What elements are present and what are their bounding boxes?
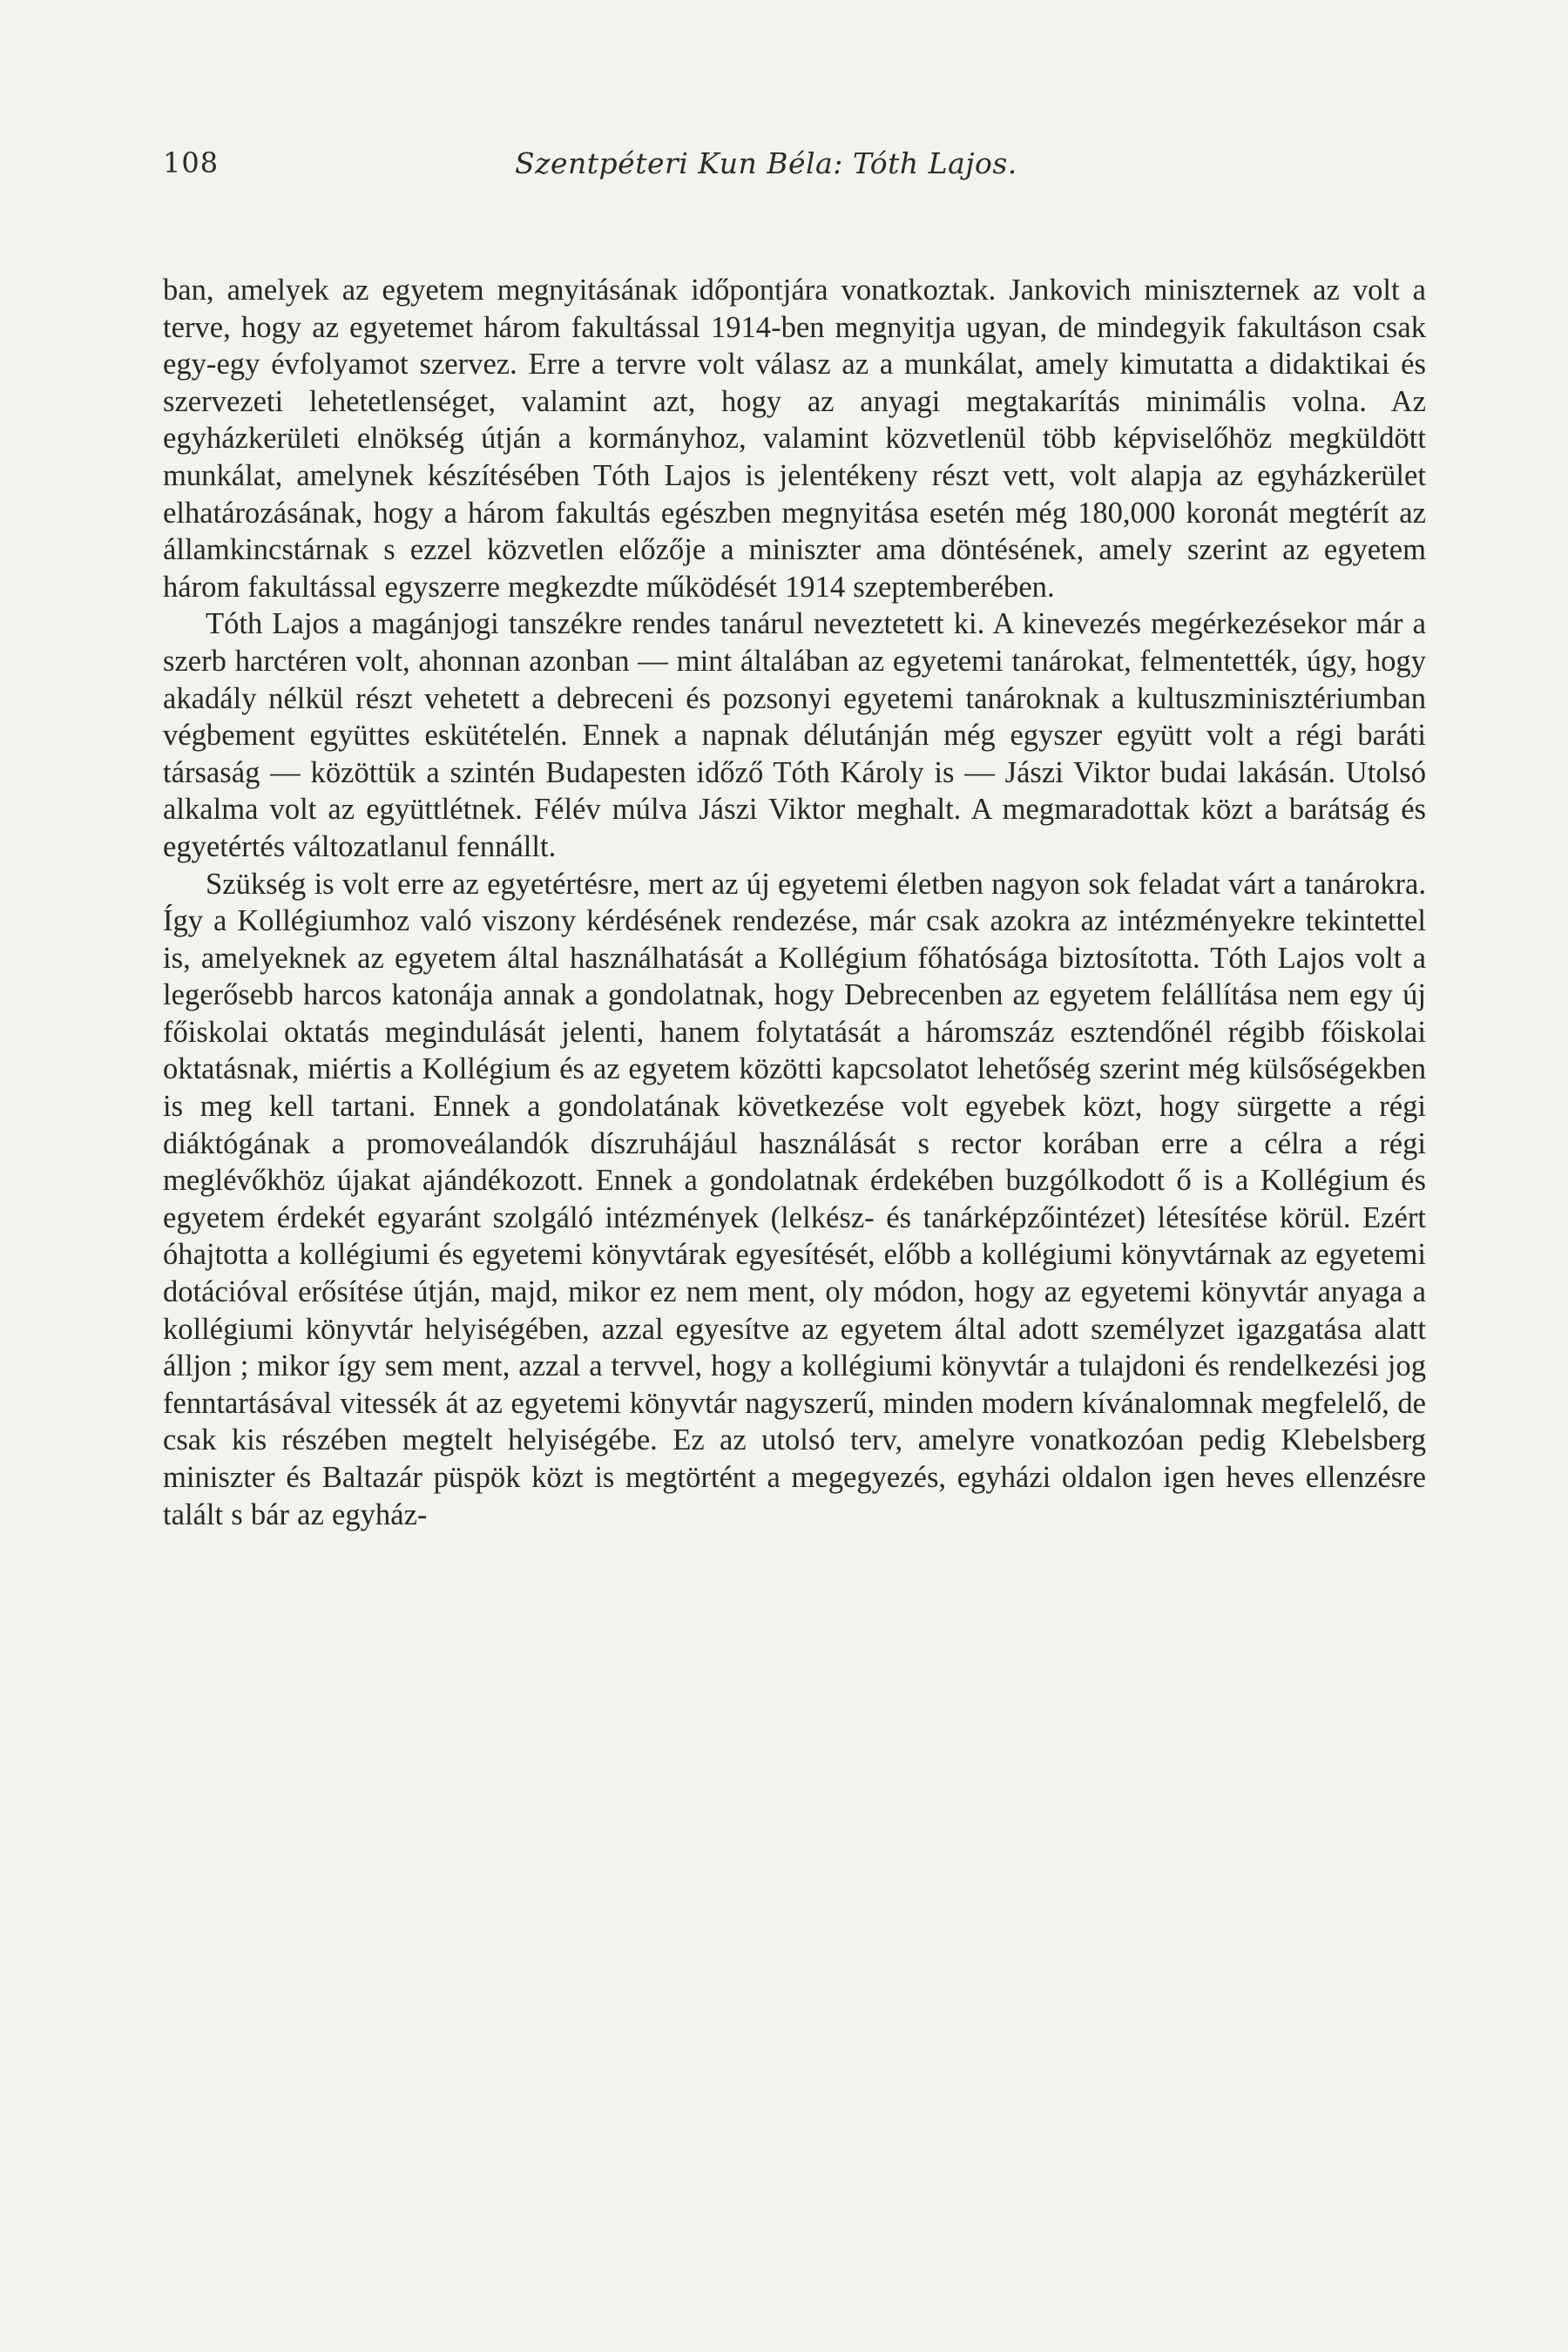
- page-number: 108: [163, 146, 220, 179]
- paragraph-3: Szükség is volt erre az egyetértésre, mert az új egyetemi életben nagyon sok feladat várt a tanárokra. Így a Kollégiumhoz való viszony kérdésének rendezése, már csak azokra az intézményekre tekintettel is, amelyeknek az egyetem által használhatását a Kollégium főhatósága biztosította. Tóth Lajos volt a legerősebb harcos katonája annak a gondolatnak, hogy Debrecenben az egyetem felállítása nem egy új főiskolai oktatás megindulását jelenti, hanem folytatását a háromszáz esztendőnél régibb főiskolai oktatásnak, miértis a Kollégium és az egyetem közötti kapcsolatot lehetőség szerint még külsőségekben is meg kell tartani. Ennek a gondolatának következése volt egyebek közt, hogy sürgette a régi diáktógának a promoveálandók díszruhájául használását s rector korában erre a célra a régi meglévőkhöz újakat ajándékozott. Ennek a gondolatnak érdekében buzgólkodott ő is a Kollégium és egyetem érdekét egyaránt szolgáló intézmények (lelkész- és tanárképzőintézet) létesítése körül. Ezért óhajtotta a kollégiumi és egyetemi könyvtárak egyesítését, előbb a kollégiumi könyvtárnak az egyetemi dotációval erősítése útján, majd, mikor ez nem ment, oly módon, hogy az egyetemi könyvtár anyaga a kollégiumi könyvtár helyiségében, azzal egyesítve az egyetem által adott személyzet igazgatása alatt álljon ; mikor így sem ment, azzal a tervvel, hogy a kollégiumi könyvtár a tulajdoni és rendelkezési jog fenntartásával vitessék át az egyetemi könyvtár nagyszerű, minden modern kívánalomnak megfelelő, de csak kis részében megtelt helyiségébe. Ez az utolsó terv, amelyre vonatkozóan pedig Klebelsberg miniszter és Baltazár püspök közt is megtörtént a megegyezés, egyházi oldalon igen heves ellenzésre talált s bár az egyház-: [163, 867, 1426, 1531]
- main-text: [163, 272, 1426, 1533]
- paragraph-2: Tóth Lajos a magánjogi tanszékre rendes tanárul neveztetett ki. A kinevezés megérkezésekor már a szerb harctéren volt, ahonnan azonban — mint általában az egyetemi tanárokat, felmentették, úgy, hogy akadály nélkül részt vehetett a debreceni és pozsonyi egyetemi tanároknak a kultuszminisztériumban végbement együttes eskütételén. Ennek a napnak délutánján még egyszer együtt volt a régi baráti társaság — közöttük a szintén Budapesten időző Tóth Károly is — Jászi Viktor budai lakásán. Utolsó alkalma volt az együttlétnek. Félév múlva Jászi Viktor meghalt. A megmaradottak közt a barátság és egyetértés változatlanul fennállt.: [163, 607, 1426, 863]
- running-title: Szentpéteri Kun Béla: Tóth Lajos.: [515, 146, 1017, 180]
- paragraph-1: ban, amelyek az egyetem megnyitásának időpontjára vonatkoztak. Jankovich miniszternek az volt a terve, hogy az egyetemet három fakultással 1914-ben megnyitja ugyan, de mindegyik fakultáson csak egy-egy évfolyamot szervez. Erre a tervre volt válasz az a munkálat, amely kimutatta a didaktikai és szervezeti lehetetlenséget, valamint azt, hogy az anyagi megtakarítás minimális volna. Az egyházkerületi elnökség útján a kormányhoz, valamint közvetlenül több képviselőhöz megküldött munkálat, amelynek készítésében Tóth Lajos is jelentékeny részt vett, volt alapja az egyházkerület elhatározásának, hogy a három fakultás egészben megnyitása esetén még 180,000 koronát megtérít az államkincstárnak s ezzel közvetlen előzője a miniszter ama döntésének, amely szerint az egyetem három fakultással egyszerre megkezdte működését 1914 szeptemberében.: [163, 274, 1426, 604]
- page-header: [163, 146, 1433, 190]
